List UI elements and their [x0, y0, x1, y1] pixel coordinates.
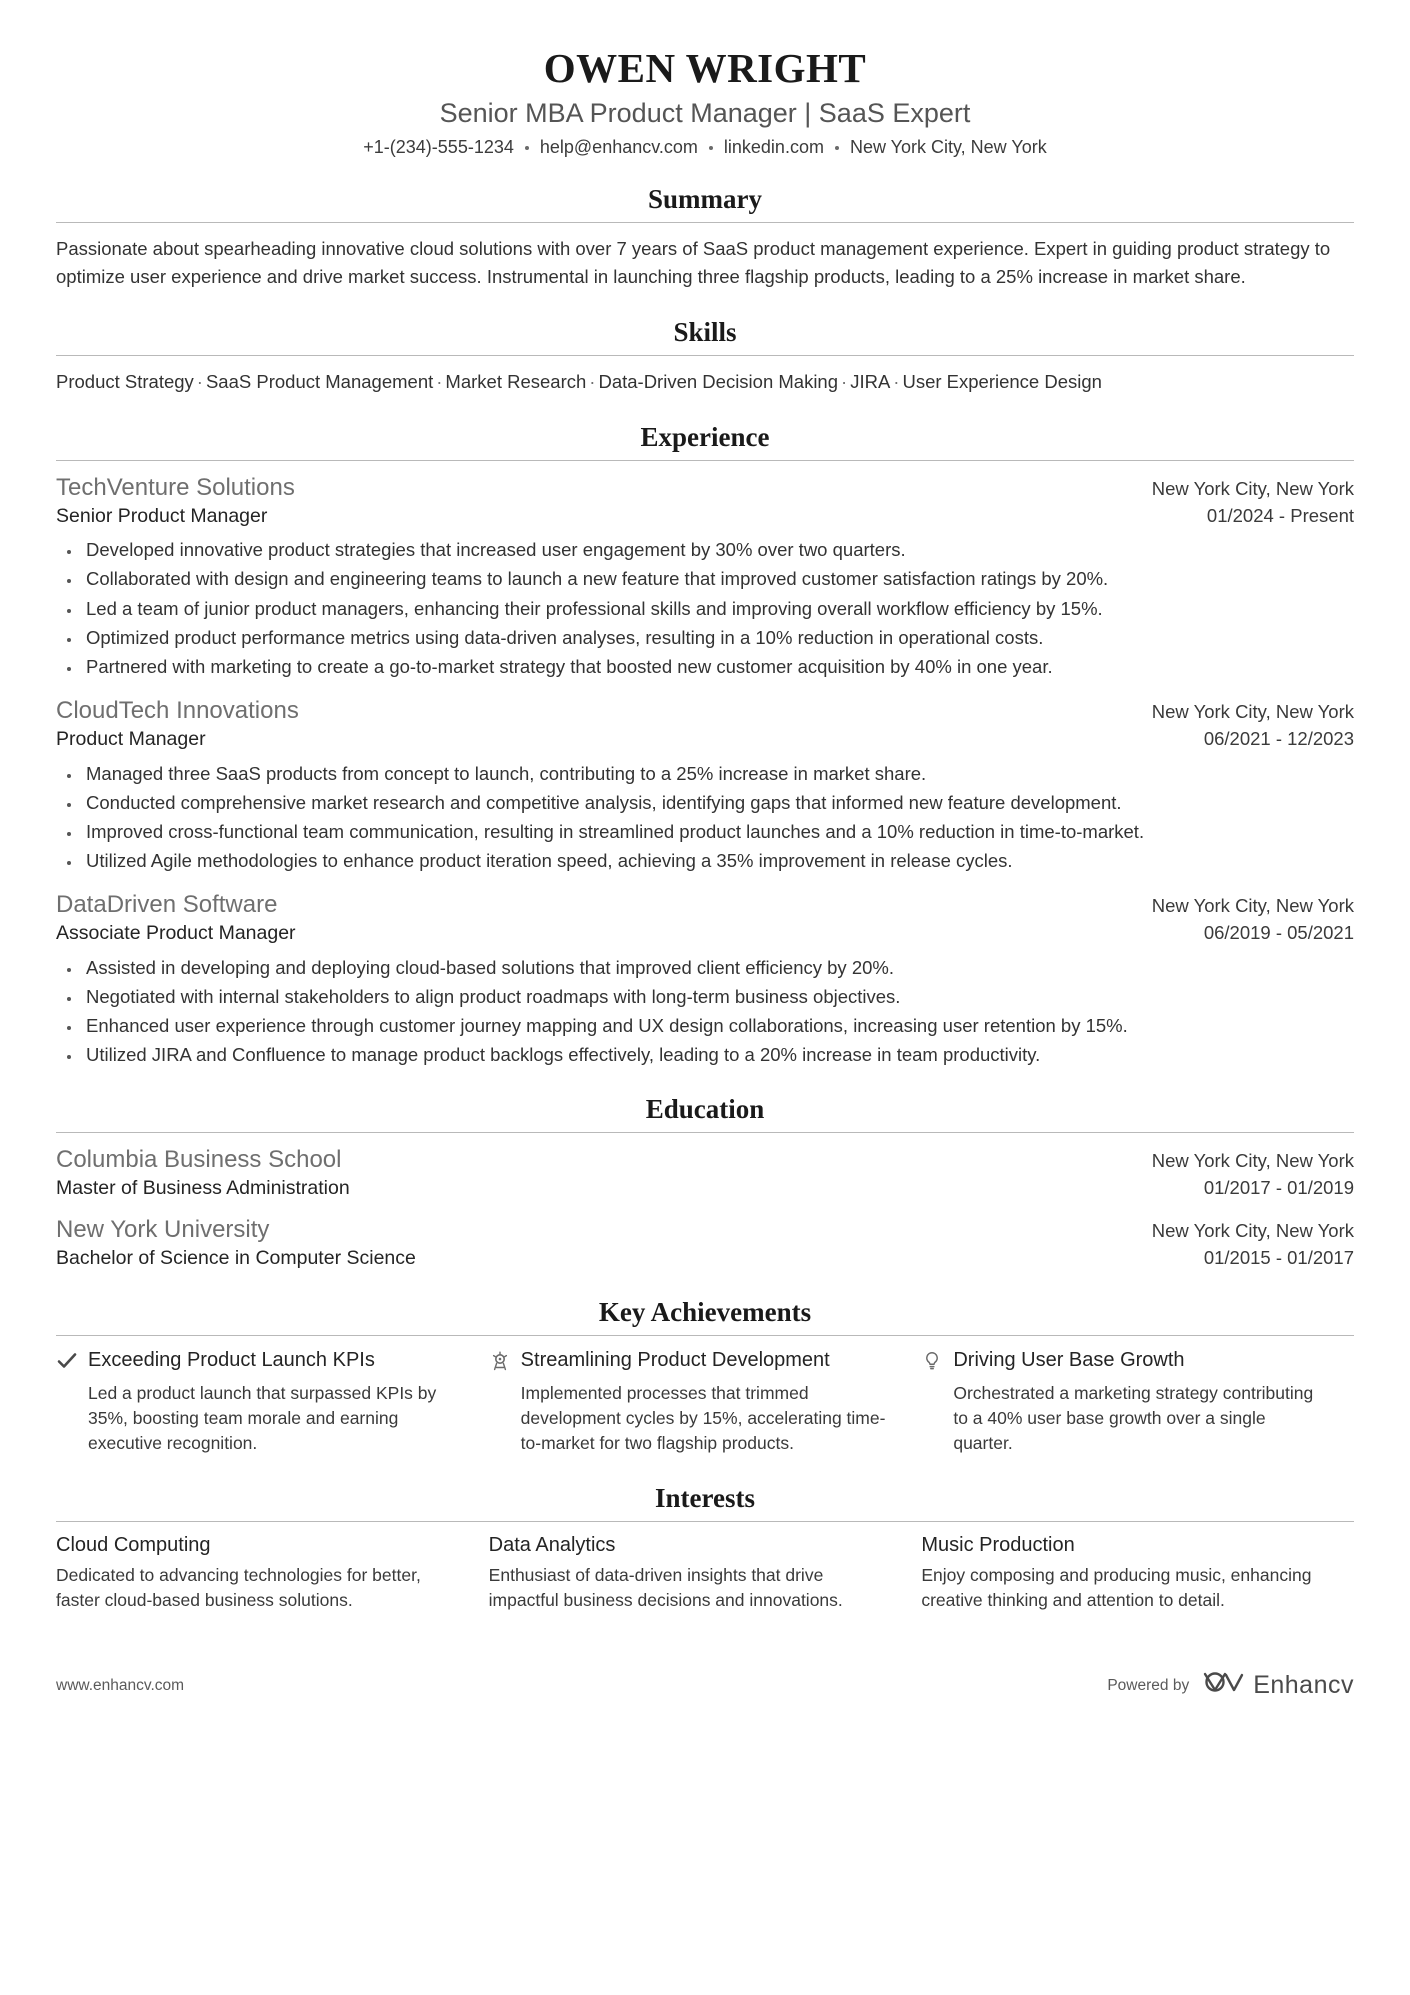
- entry-header-row: [56, 696, 1354, 726]
- job-title: Product Manager: [56, 728, 206, 751]
- school-name: New York University: [56, 1215, 270, 1243]
- divider: [56, 460, 1354, 461]
- bullet-item: • Assisted in developing and deploying cloud-based solutions that improved client efficiency by 20%.: [82, 954, 1354, 981]
- achievement-header: [921, 1348, 1320, 1374]
- section-title-achievements: Key Achievements: [598, 1296, 812, 1327]
- skill-item: JIRA: [850, 371, 891, 393]
- separator-dot-icon: [835, 146, 839, 150]
- section-title-experience: Experience: [640, 421, 770, 452]
- bullet-item: • Negotiated with internal stakeholders to align product roadmaps with long-term business objectives.: [82, 983, 1354, 1010]
- skill-separator: ·: [841, 371, 848, 393]
- powered-by-label: Powered by: [1107, 1676, 1190, 1694]
- education-entry: [56, 1145, 1354, 1201]
- experience-list: [56, 473, 1354, 1068]
- footer-website-link[interactable]: www.enhancv.com: [56, 1676, 185, 1694]
- lightbulb-icon: [921, 1348, 943, 1371]
- skill-separator: ·: [436, 371, 443, 393]
- interest-item: [921, 1534, 1354, 1614]
- skill-separator: ·: [196, 371, 203, 393]
- entry-subheader-row: [56, 1175, 1354, 1201]
- powered-by-block: [1107, 1669, 1354, 1702]
- section-experience: [56, 422, 1354, 1068]
- divider: [56, 222, 1354, 223]
- entry-subheader-row: [56, 503, 1354, 529]
- company-name: DataDriven Software: [56, 891, 278, 919]
- company-name: CloudTech Innovations: [56, 697, 299, 725]
- entry-location: New York City, New York: [1151, 477, 1354, 499]
- achievement-header: [489, 1348, 888, 1374]
- entry-header-row: [56, 473, 1354, 503]
- achievement-item: [489, 1348, 922, 1457]
- education-list: [56, 1145, 1354, 1271]
- bullet-item: • Conducted comprehensive market research and competitive analysis, identifying gaps that informed new feature development.: [82, 789, 1354, 816]
- company-name: TechVenture Solutions: [56, 473, 295, 501]
- entry-location: New York City, New York: [1151, 895, 1354, 917]
- page-title: OWEN WRIGHT: [543, 45, 867, 91]
- bullet-item: • Managed three SaaS products from concept to launch, contributing to a 25% increase in market share.: [82, 760, 1354, 787]
- interest-description: Enjoy composing and producing music, enhancing creative thinking and attention to detail.: [921, 1564, 1312, 1611]
- bullet-item: • Partnered with marketing to create a go-to-market strategy that boosted new customer acquisition by 40% in one year.: [82, 653, 1354, 680]
- enhancv-wordmark: Enhancv: [1253, 1671, 1354, 1700]
- section-summary: [56, 184, 1354, 291]
- entry-subheader-row: [56, 726, 1354, 752]
- achievement-item: [56, 1348, 489, 1457]
- skill-separator: ·: [893, 371, 900, 393]
- degree-title: Master of Business Administration: [56, 1177, 350, 1200]
- bullet-list: [56, 760, 1354, 875]
- achievement-header: [56, 1348, 455, 1374]
- achievements-columns: [56, 1348, 1354, 1457]
- check-icon: [56, 1348, 78, 1371]
- bullet-list: [56, 536, 1354, 680]
- achievement-description: Led a product launch that surpassed KPIs by 35%, boosting team morale and earning executive recognition.: [88, 1382, 437, 1454]
- page-footer: [56, 1655, 1354, 1720]
- bullet-item: • Developed innovative product strategies that increased user engagement by 30% over two quarters.: [82, 536, 1354, 563]
- entry-subheader-row: [56, 920, 1354, 946]
- job-title: Associate Product Manager: [56, 922, 296, 945]
- separator-dot-icon: [525, 146, 529, 150]
- bullet-item: • Utilized JIRA and Confluence to manage product backlogs effectively, leading to a 20% increase in team productivity.: [82, 1041, 1354, 1068]
- entry-subheader-row: [56, 1245, 1354, 1271]
- summary-text: Passionate about spearheading innovative cloud solutions with over 7 years of SaaS product management experience. Expert in guiding product strategy to optimize user experience and drive market success. Instrumental in launching three flagship products, leading to a 25% increase in market share.: [56, 238, 1331, 288]
- bullet-item: • Improved cross-functional team communication, resulting in streamlined product launches and a 10% reduction in time-to-market.: [82, 818, 1354, 845]
- experience-entry: [56, 696, 1354, 874]
- entry-location: New York City, New York: [1151, 701, 1354, 723]
- job-title: Senior Product Manager: [56, 504, 268, 527]
- section-title-summary: Summary: [648, 184, 762, 214]
- section-title-interests: Interests: [655, 1482, 755, 1513]
- email-text: help@enhancv.com: [539, 137, 698, 157]
- achievement-item: [921, 1348, 1354, 1457]
- target-icon: [489, 1348, 511, 1371]
- entry-header-row: [56, 1215, 1354, 1245]
- contact-line: [56, 137, 1354, 158]
- divider: [56, 355, 1354, 356]
- bullet-item: • Utilized Agile methodologies to enhance product iteration speed, achieving a 35% improvement in release cycles.: [82, 847, 1354, 874]
- enhancv-logo-icon: [1201, 1669, 1245, 1702]
- resume-header: [56, 44, 1354, 158]
- entry-dates: 01/2024 - Present: [1206, 504, 1354, 526]
- section-education: [56, 1094, 1354, 1271]
- achievement-description: Implemented processes that trimmed development cycles by 15%, accelerating time-to-market for two flagship products.: [520, 1382, 886, 1454]
- entry-header-row: [56, 890, 1354, 920]
- divider: [56, 1521, 1354, 1522]
- skill-item: SaaS Product Management: [205, 371, 434, 393]
- divider: [56, 1132, 1354, 1133]
- skill-item: Product Strategy: [56, 371, 194, 393]
- header-role: Senior MBA Product Manager | SaaS Expert: [439, 98, 971, 128]
- bullet-list: [56, 954, 1354, 1069]
- linkedin-link[interactable]: linkedin.com: [723, 137, 824, 157]
- interest-description: Enthusiast of data-driven insights that drive impactful business decisions and innovations.: [488, 1564, 843, 1611]
- bullet-item: • Enhanced user experience through customer journey mapping and UX design collaborations, increasing user retention by 15%.: [82, 1012, 1354, 1039]
- interest-title: Music Production: [921, 1533, 1075, 1556]
- bullet-item: • Collaborated with design and engineering teams to launch a new feature that improved customer satisfaction ratings by 20%.: [82, 565, 1354, 592]
- school-name: Columbia Business School: [56, 1146, 342, 1174]
- interest-item: [489, 1534, 922, 1614]
- location-text: New York City, New York: [849, 137, 1047, 157]
- experience-entry: [56, 890, 1354, 1068]
- entry-dates: 06/2021 - 12/2023: [1203, 728, 1354, 750]
- entry-location: New York City, New York: [1151, 1150, 1354, 1172]
- interest-title: Cloud Computing: [56, 1533, 211, 1556]
- divider: [56, 1335, 1354, 1336]
- achievement-title: Exceeding Product Launch KPIs: [88, 1348, 375, 1371]
- achievement-title: Streamlining Product Development: [520, 1348, 830, 1371]
- skill-item: Market Research: [445, 371, 587, 393]
- education-entry: [56, 1215, 1354, 1271]
- experience-entry: [56, 473, 1354, 680]
- section-title-education: Education: [645, 1094, 765, 1125]
- separator-dot-icon: [709, 146, 713, 150]
- enhancv-brand: [1201, 1669, 1354, 1702]
- entry-header-row: [56, 1145, 1354, 1175]
- interest-item: [56, 1534, 489, 1614]
- skill-separator: ·: [589, 371, 596, 393]
- section-interests: [56, 1483, 1354, 1614]
- bullet-item: • Led a team of junior product managers, enhancing their professional skills and improving overall workflow efficiency by 15%.: [82, 595, 1354, 622]
- section-title-skills: Skills: [673, 317, 737, 348]
- bullet-item: • Optimized product performance metrics using data-driven analyses, resulting in a 10% reduction in operational costs.: [82, 624, 1354, 651]
- phone-text: +1-(234)-555-1234: [363, 137, 514, 157]
- section-skills: [56, 317, 1354, 396]
- interests-columns: [56, 1534, 1354, 1614]
- entry-location: New York City, New York: [1151, 1219, 1354, 1241]
- section-key-achievements: [56, 1297, 1354, 1457]
- entry-dates: 01/2017 - 01/2019: [1203, 1177, 1354, 1199]
- skill-item: Data-Driven Decision Making: [598, 371, 839, 393]
- skills-list: [56, 368, 1354, 396]
- interest-title: Data Analytics: [488, 1533, 616, 1556]
- entry-dates: 01/2015 - 01/2017: [1203, 1246, 1354, 1268]
- entry-dates: 06/2019 - 05/2021: [1203, 922, 1354, 944]
- interest-description: Dedicated to advancing technologies for better, faster cloud-based business solutions.: [56, 1564, 421, 1611]
- achievement-title: Driving User Base Growth: [953, 1348, 1185, 1371]
- skill-item: User Experience Design: [902, 371, 1102, 393]
- achievement-description: Orchestrated a marketing strategy contributing to a 40% user base growth over a single quarter.: [953, 1382, 1314, 1454]
- degree-title: Bachelor of Science in Computer Science: [56, 1246, 416, 1269]
